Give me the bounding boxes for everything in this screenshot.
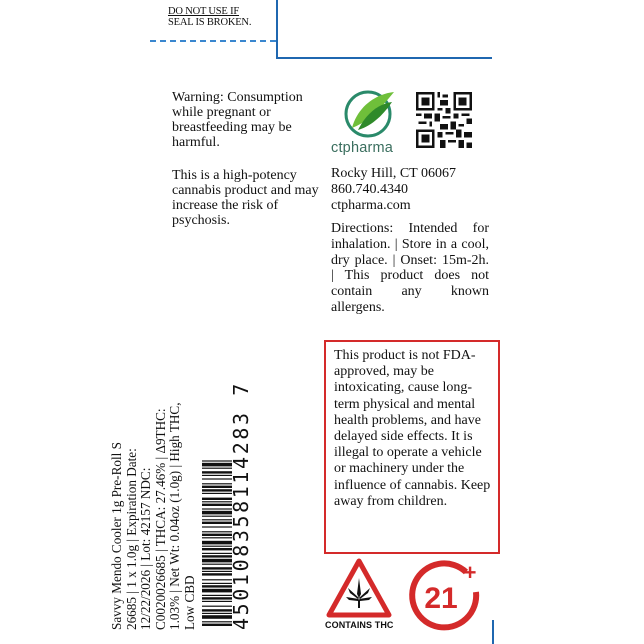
barcode-bar: [202, 498, 232, 500]
product-line-2: 26685 | 1 x 1.0g | Expiration Date:: [123, 448, 139, 630]
product-line-3: 12/22/2026 | Lot: 42157 NDC:: [138, 467, 154, 630]
barcode-bar: [202, 571, 232, 572]
top-border-vertical: [276, 0, 278, 58]
barcode-bar: [202, 522, 232, 524]
contact-phone: 860.740.4340: [331, 182, 408, 197]
bottom-border-vertical: [492, 620, 494, 644]
barcode-bar: [202, 541, 232, 545]
pregnancy-warning-text: Warning: Consumption while pregnant or breastfeeding may be harmful.: [172, 90, 303, 150]
barcode-bar: [202, 589, 232, 593]
product-line-1: Savvy Mendo Cooler 1g Pre-Roll S: [109, 442, 124, 630]
barcode-bar: [202, 534, 232, 536]
barcode-bar: [202, 493, 232, 494]
barcode-bar: [202, 489, 232, 491]
barcode-bar: [202, 526, 232, 527]
top-border-horizontal: [276, 57, 492, 59]
barcode-bar: [202, 546, 232, 547]
product-line-6: Low CBD: [181, 575, 197, 630]
barcode-bar: [202, 471, 232, 473]
barcode-bar: [202, 606, 232, 607]
barcode-bar: [202, 585, 232, 587]
barcode-bar: [202, 615, 232, 619]
product-line-5: 1.03% | Net Wt: 0.04oz (1.0g) | High THC,: [167, 402, 183, 630]
barcode-bar: [202, 463, 232, 467]
barcode-bar: [202, 486, 232, 488]
barcode-bar: [202, 564, 232, 565]
seal-notice-line1: DO NOT USE IF: [168, 6, 240, 17]
barcode-bar: [202, 511, 232, 515]
barcode-bar: [202, 460, 232, 461]
pregnancy-warning: [172, 90, 322, 150]
directions: Directions: Intended for inhalation. | Store in a cool, dry place. | Onset: 15m-2h. | This product does not contain any known allergens.: [331, 221, 489, 315]
barcode-bar: [202, 478, 232, 479]
contact-website: ctpharma.com: [331, 198, 411, 213]
barcode-bar: [202, 613, 232, 614]
barcode-bar: [202, 555, 232, 557]
barcode-bar: [202, 531, 232, 532]
barcode-bar: [202, 609, 232, 611]
fda-warning-box: This product is not FDA-approved, may be intoxicating, cause long-term physical and mental health problems, and have delayed side effects. It is illegal to operate a vehicle or machinery under the influence of cannabis. Keep away from children.: [324, 340, 500, 554]
barcode-bar: [202, 553, 232, 554]
barcode-bar: [202, 567, 232, 569]
barcode-bar: [202, 516, 232, 517]
barcode-bar: [202, 548, 232, 550]
barcode-bar: [202, 601, 232, 602]
barcode-bar: [202, 579, 232, 580]
seal-notice: [168, 6, 251, 28]
seal-notice-line2: SEAL IS BROKEN.: [168, 17, 252, 28]
contains-thc-triangle-icon: [326, 558, 392, 618]
qr-code-icon[interactable]: [416, 92, 472, 148]
tamper-dash-line: [150, 40, 276, 42]
barcode-icon: [202, 330, 232, 630]
product-info-rotated: [109, 330, 253, 630]
barcode-bar: [202, 583, 232, 584]
barcode-bar: [202, 504, 232, 506]
barcode-bar: [202, 621, 232, 622]
brand-name: ctpharma: [331, 140, 394, 156]
barcode-bar: [202, 597, 232, 599]
age-plus-text: +: [463, 560, 477, 585]
product-line-4: C0020026685 | THCA: 27.46% | Δ9THC:: [152, 408, 168, 630]
barcode-bar: [202, 501, 232, 502]
barcode-bar: [202, 559, 232, 563]
barcode-bar: [202, 595, 232, 596]
barcode-bar: [202, 508, 232, 509]
barcode-bar: [202, 468, 232, 469]
contact-info: [331, 166, 456, 214]
potency-warning: This is a high-potency cannabis product and may increase the risk of psychosis.: [172, 168, 319, 228]
barcode-bar: [202, 573, 232, 575]
contact-city: Rocky Hill, CT 06067: [331, 166, 456, 181]
contains-thc-label: CONTAINS THC: [325, 620, 394, 630]
barcode-bar: [202, 519, 232, 520]
barcode-bar: [202, 624, 232, 626]
age-21-plus-icon: [408, 558, 484, 634]
ctpharma-leaf-logo-icon: [338, 84, 398, 148]
age-21-text: 21: [424, 582, 458, 615]
barcode-number: 450108358114283 7: [229, 381, 253, 630]
barcode-bar: [202, 483, 232, 484]
barcode-bar: [202, 475, 232, 476]
barcode-bar: [202, 537, 232, 538]
